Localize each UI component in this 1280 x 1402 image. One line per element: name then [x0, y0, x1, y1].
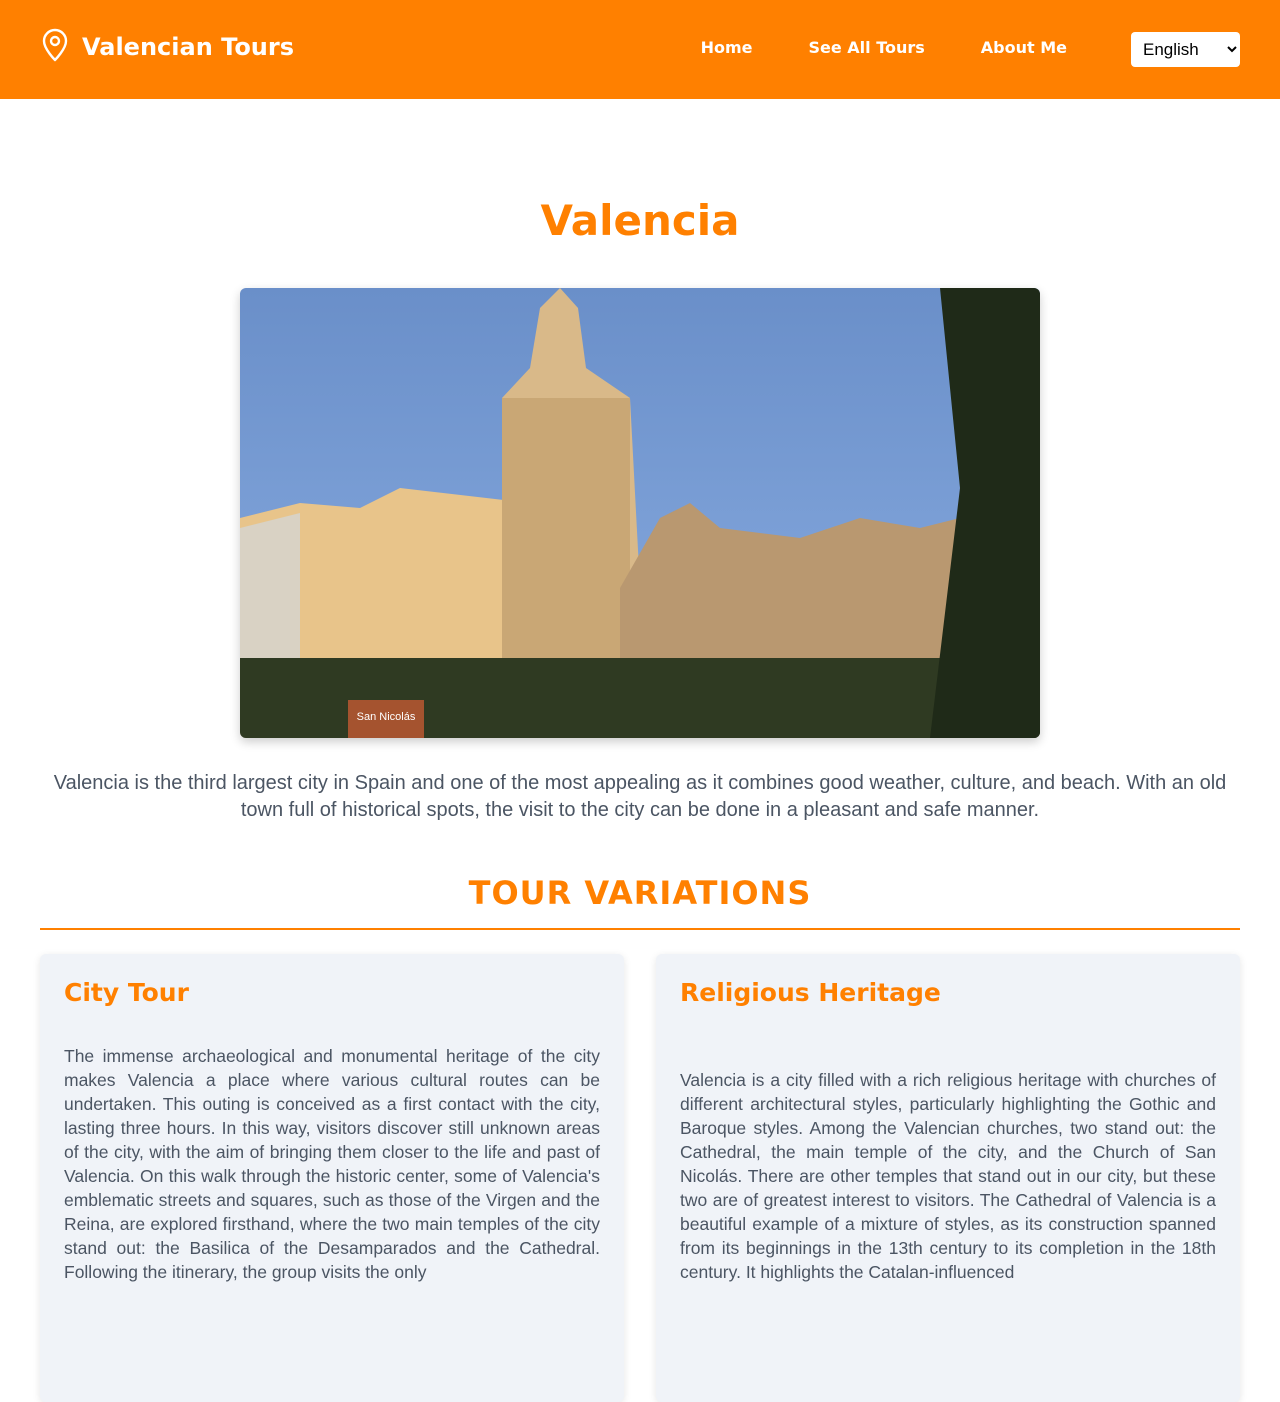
header [0, 0, 1280, 99]
section-divider [40, 928, 1240, 930]
tour-description: Valencia is a city filled with a rich religious heritage with churches of different architectural styles, particularly highlighting the Gothic and Baroque styles. Among the Valencian churches, two stand out: the Cathedral, the main temple of the city, and the Church of San Nicolás. There are other temples that stand out in our city, but these two are of greatest interest to visitors. The Cathedral of Valencia is a beautiful example of a mixture of styles, as its construction spanned from its beginnings in the 13th century to its completion in the 18th century. It highlights the Catalan-influenced [680, 1070, 1216, 1282]
sign-text: San Nicolás [356, 711, 416, 723]
tour-description: The immense archaeological and monumental heritage of the city makes Valencia a place where various cultural routes can be undertaken. This outing is conceived as a first contact with the city, lasting three hours. In this way, visitors discover still unknown areas of the city, with the aim of bringing them closer to the life and past of Valencia. On this walk through the historic center, some of Valencia's emblematic streets and squares, such as those of the Virgen and the Reina, are explored firsthand, where the two main temples of the city stand out: the Basilica of the Desamparados and the Cathedral. Following the itinerary, the group visits the only [64, 1046, 600, 1282]
language-select[interactable] [1131, 32, 1240, 67]
intro-text: Valencia is the third largest city in Spain and one of the most appealing as it combines good weather, culture, and beach. With an old town full of historical spots, the visit to the city can be done in a pleasant and safe manner. [53, 772, 1227, 821]
page-title: Valencia [540, 196, 740, 245]
photo-illustration [240, 288, 1040, 738]
nav-see-all-tours[interactable]: See All Tours [808, 38, 925, 57]
nav-about-me[interactable]: About Me [980, 38, 1067, 57]
map-pin-icon [40, 28, 70, 62]
valencia-cathedral-photo [240, 288, 1040, 738]
nav-home[interactable]: Home [700, 38, 753, 57]
tour-title: City Tour [64, 978, 189, 1007]
tour-card-city-tour[interactable] [40, 954, 624, 1402]
tour-card-religious-heritage[interactable] [656, 954, 1240, 1402]
main-nav [701, 38, 1067, 57]
section-title: TOUR VARIATIONS [468, 874, 812, 912]
brand-logo[interactable] [40, 28, 294, 62]
tour-title: Religious Heritage [680, 978, 941, 1007]
brand-name: Valencian Tours [82, 33, 295, 61]
